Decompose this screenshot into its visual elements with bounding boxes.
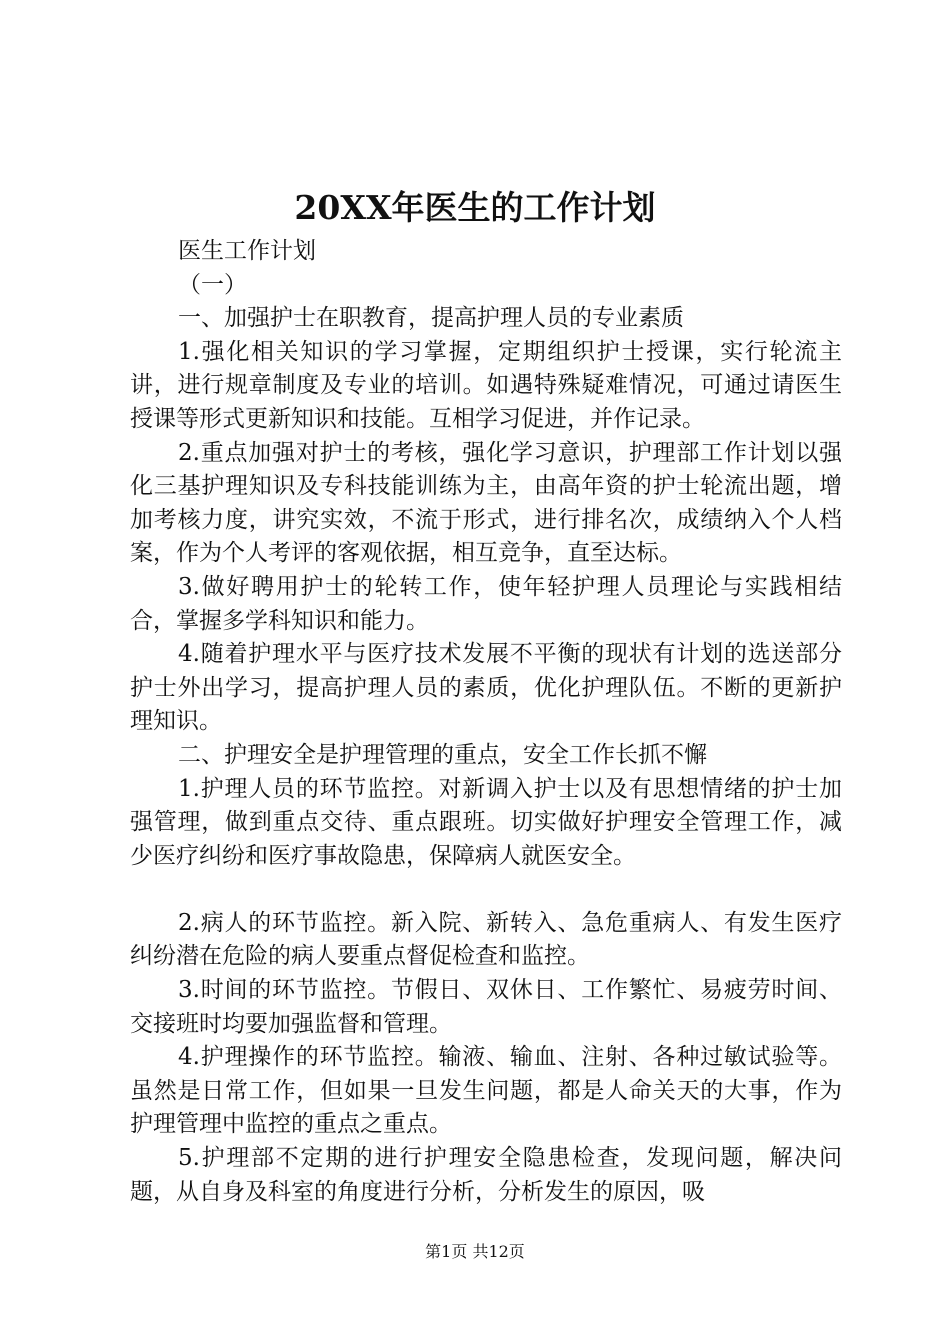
paragraph: 4.护理操作的环节监控。输液、输血、注射、各种过敏试验等。虽然是日常工作，但如果一旦发生问题，都是人命关天的大事，作为护理管理中监控的重点之重点。 bbox=[130, 1044, 842, 1138]
paragraph-section-marker: （一） bbox=[178, 271, 247, 298]
paragraph: 1.护理人员的环节监控。对新调入护士以及有思想情绪的护士加强管理，做到重点交待、重点跟班。切实做好护理安全管理工作，减少医疗纠纷和医疗事故隐患，保障病人就医安全。 bbox=[130, 775, 842, 869]
paragraph: 3.时间的环节监控。节假日、双休日、工作繁忙、易疲劳时间、交接班时均要加强监督和管理。 bbox=[130, 977, 842, 1037]
paragraph: 2.病人的环节监控。新入院、新转入、急危重病人、有发生医疗纠纷潜在危险的病人要重点督促检查和监控。 bbox=[130, 909, 842, 970]
paragraph: 4.随着护理水平与医疗技术发展不平衡的现状有计划的选送部分护士外出学习，提高护理人员的素质，优化护理队伍。不断的更新护理知识。 bbox=[130, 641, 842, 735]
paragraph: 2.重点加强对护士的考核，强化学习意识，护理部工作计划以强化三基护理知识及专科技能训练为主，由高年资的护士轮流出题，增加考核力度，讲究实效，不流于形式，进行排名次，成绩纳入个人档案，作为个人考评的客观依据，相互竞争，直至达标。 bbox=[130, 439, 842, 567]
section-heading-1: 一、加强护士在职教育，提高护理人员的专业素质 bbox=[178, 305, 684, 332]
document-title: 20XX年医生的工作计划 bbox=[294, 188, 656, 227]
paragraph: 5.护理部不定期的进行护理安全隐患检查，发现问题，解决问题，从自身及科室的角度进行分析，分析发生的原因，吸 bbox=[130, 1145, 842, 1205]
paragraph-heading: 医生工作计划 bbox=[178, 238, 316, 264]
section-heading-2: 二、护理安全是护理管理的重点，安全工作长抓不懈 bbox=[178, 741, 707, 768]
paragraph: 3.做好聘用护士的轮转工作，使年轻护理人员理论与实践相结合，掌握多学科知识和能力。 bbox=[130, 573, 842, 634]
page-footer: 第1页 共12页 bbox=[425, 1242, 525, 1261]
document-body bbox=[130, 235, 842, 1209]
blank-line bbox=[130, 873, 842, 907]
paragraph: 1.强化相关知识的学习掌握，定期组织护士授课，实行轮流主讲，进行规章制度及专业的培训。如遇特殊疑难情况，可通过请医生授课等形式更新知识和技能。互相学习促进，并作记录。 bbox=[130, 338, 842, 432]
